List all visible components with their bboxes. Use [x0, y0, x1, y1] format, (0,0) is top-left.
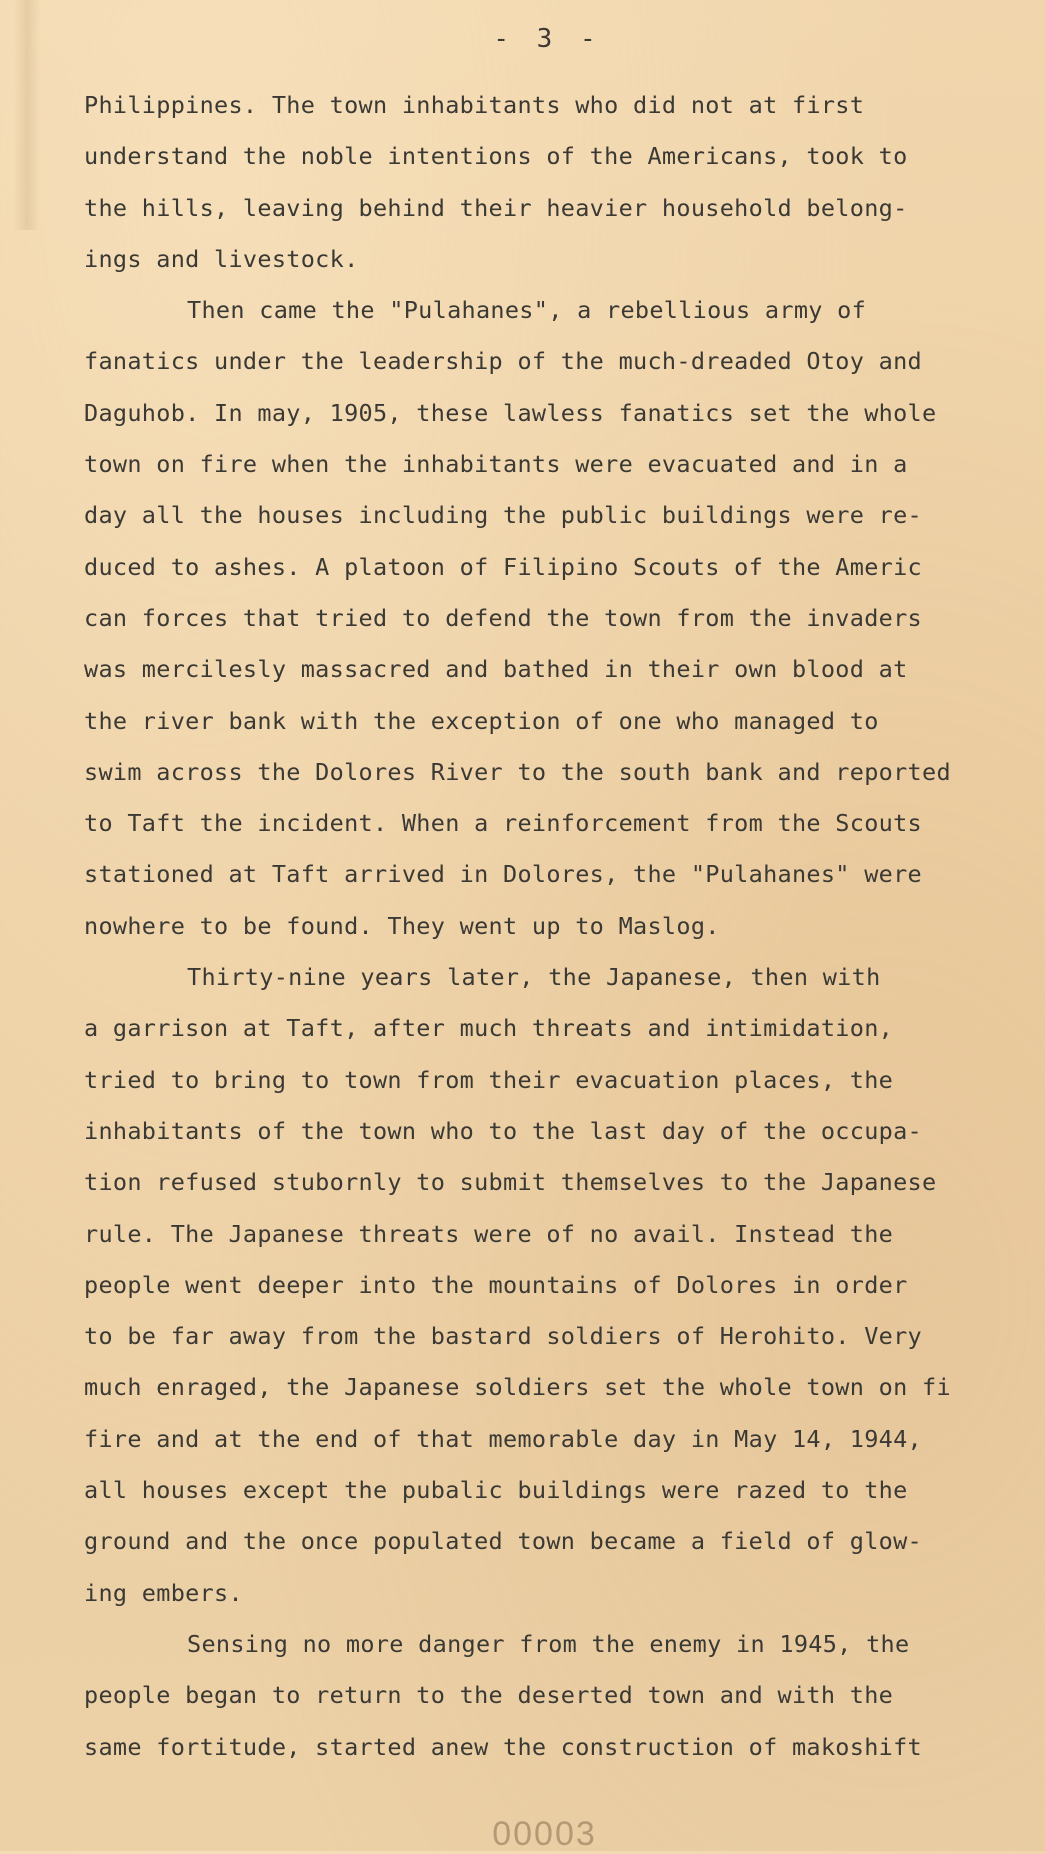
paragraph — [84, 1619, 1004, 1773]
text-line: people went deeper into the mountains of Dolores in order — [84, 1270, 908, 1299]
paragraph — [84, 80, 1004, 285]
text-line: ing embers. — [84, 1578, 243, 1607]
text-line: inhabitants of the town who to the last day of the occupa- — [84, 1116, 922, 1145]
paragraph — [84, 285, 1004, 952]
text-line: the river bank with the exception of one who managed to — [84, 706, 879, 735]
text-line: ground and the once populated town became a field of glow- — [84, 1527, 922, 1556]
text-line: the hills, leaving behind their heavier household belong- — [84, 193, 908, 222]
text-line: town on fire when the inhabitants were evacuated and in a — [84, 450, 908, 479]
text-line: tried to bring to town from their evacuation places, the — [84, 1065, 894, 1094]
text-line: fanatics under the leadership of the much-dreaded Otoy and — [84, 347, 922, 376]
text-line: rule. The Japanese threats were of no avail. Instead the — [84, 1219, 894, 1248]
archive-stamp: 00003 — [492, 1815, 597, 1853]
text-line: same fortitude, started anew the construction of makoshift — [84, 1732, 922, 1761]
text-line: tion refused stubornly to submit themselves to the Japanese — [84, 1168, 937, 1197]
text-line: people began to return to the deserted town and with the — [84, 1681, 894, 1710]
text-line: to be far away from the bastard soldiers of Herohito. Very — [84, 1322, 922, 1351]
text-line: a garrison at Taft, after much threats and intimidation, — [84, 1014, 894, 1043]
paragraph — [84, 952, 1004, 1619]
text-line: Thirty-nine years later, the Japanese, then with — [187, 963, 881, 992]
text-line: to Taft the incident. When a reinforcement from the Scouts — [84, 809, 922, 838]
text-line: Daguhob. In may, 1905, these lawless fanatics set the whole — [84, 398, 937, 427]
page-number: - 3 - — [493, 24, 602, 54]
text-line: all houses except the pubalic buildings were razed to the — [84, 1476, 908, 1505]
text-line: much enraged, the Japanese soldiers set the whole town on fi — [84, 1373, 951, 1402]
text-line: Then came the "Pulahanes", a rebellious army of — [187, 296, 867, 325]
text-line: Sensing no more danger from the enemy in 1945, the — [187, 1629, 910, 1658]
text-line: ings and livestock. — [84, 244, 359, 273]
text-line: day all the houses including the public buildings were re- — [84, 501, 922, 530]
text-line: was mercilesly massacred and bathed in their own blood at — [84, 655, 908, 684]
text-line: swim across the Dolores River to the south bank and reported — [84, 757, 951, 786]
text-line: Philippines. The town inhabitants who did not at first — [84, 91, 865, 119]
text-line: stationed at Taft arrived in Dolores, the "Pulahanes" were — [84, 860, 922, 889]
text-line: understand the noble intentions of the Americans, took to — [84, 142, 908, 171]
text-line: duced to ashes. A platoon of Filipino Scouts of the Americ — [84, 552, 922, 581]
text-line: fire and at the end of that memorable day in May 14, 1944, — [84, 1424, 922, 1453]
text-line: nowhere to be found. They went up to Maslog. — [84, 911, 720, 940]
document-body — [84, 80, 1004, 1773]
text-line: can forces that tried to defend the town from the invaders — [84, 603, 922, 632]
